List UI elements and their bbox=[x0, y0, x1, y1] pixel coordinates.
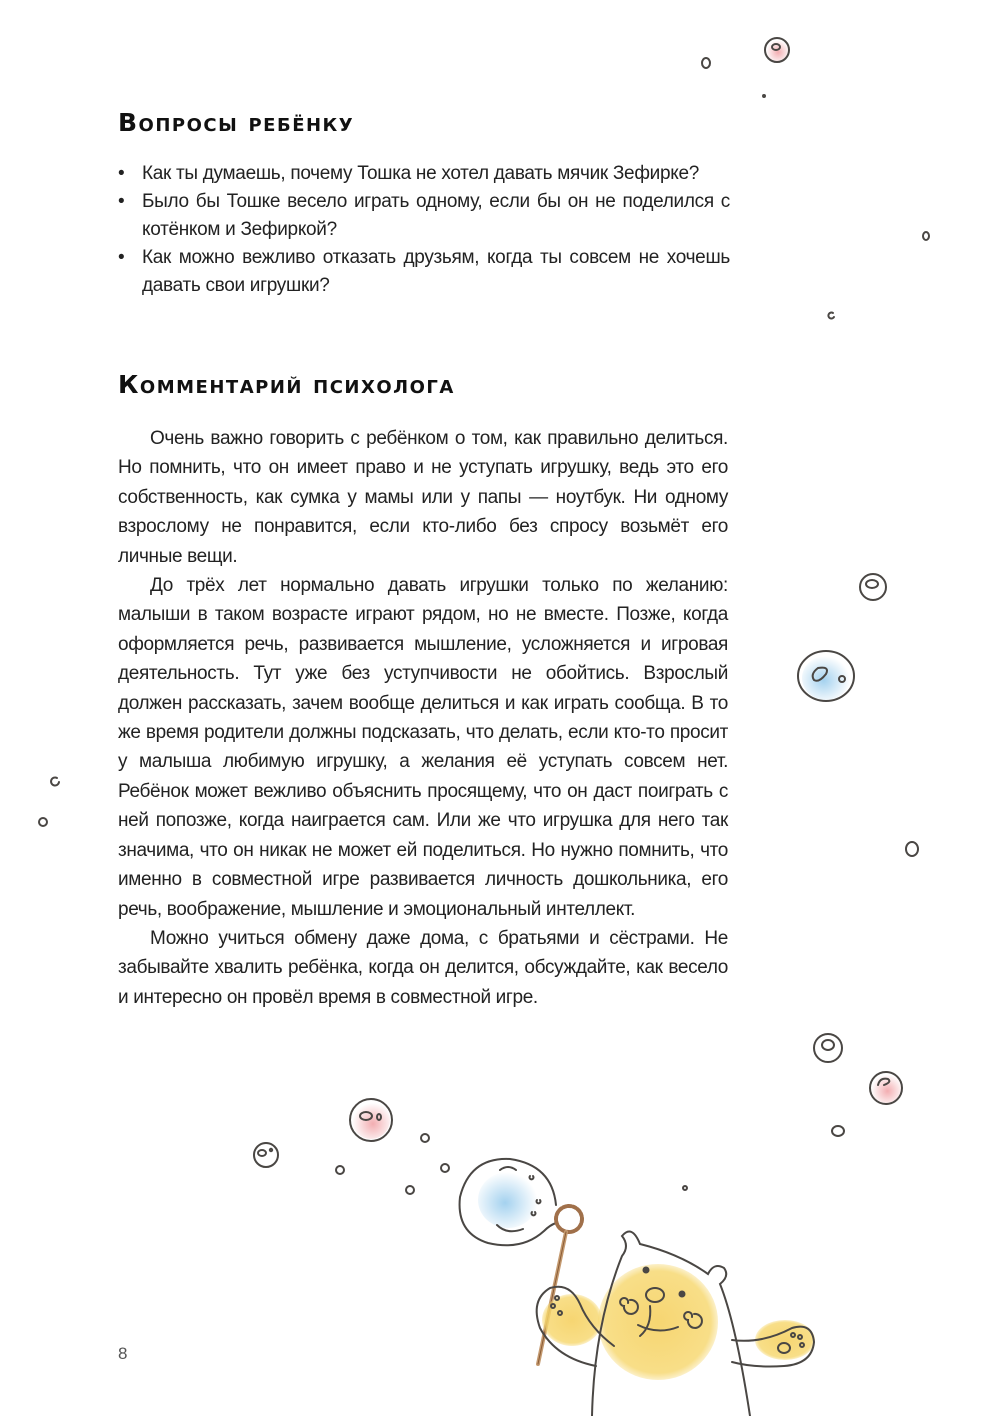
question-item: • Как можно вежливо отказать друзьям, когда ты совсем не хочешь давать свои игрушки? bbox=[118, 244, 730, 300]
pink-bubble-icon bbox=[350, 1099, 392, 1141]
big-blue-bubble-icon bbox=[460, 1159, 556, 1245]
bubble-icon bbox=[254, 1143, 278, 1167]
small-bubble-icon bbox=[923, 232, 929, 240]
pink-bubble-icon bbox=[870, 1072, 902, 1104]
small-bubble-icon bbox=[702, 58, 710, 68]
questions-heading: Вопросы ребёнку bbox=[118, 108, 355, 137]
comment-paragraph: Очень важно говорить с ребёнком о том, как правильно делиться. Но помнить, что он имеет право и не уступать игрушку, ведь это его собственность, как сумка у мамы или у папы — ноутбук. Ни одному взрослому не понравится, если кто-либо без спросу возьмёт его личные вещи. bbox=[118, 428, 728, 567]
psychologist-comment-body bbox=[118, 424, 728, 1012]
questions-list bbox=[118, 160, 730, 300]
small-bubble-icon bbox=[421, 1134, 429, 1142]
small-bubble-icon bbox=[39, 818, 47, 826]
tiny-dot-icon bbox=[683, 1186, 687, 1190]
small-bubble-icon bbox=[832, 1126, 844, 1136]
small-bubble-icon bbox=[441, 1164, 449, 1172]
small-bubble-icon bbox=[51, 777, 59, 785]
question-item: • Как ты думаешь, почему Тошка не хотел давать мячик Зефирке? bbox=[118, 160, 730, 188]
comment-paragraph: До трёх лет нормально давать игрушки только по желанию: малыши в таком возрасте играют рядом, но не вместе. Позже, когда оформляется речь, развивается мышление, усложняется и игровая деятельность. Тут уже без уступчивости не обойтись. Взрослый должен рассказать, зачем вообще делиться и как играть сообща. В то же время родители должны подсказать, что делать, если кто-то просит у малыша любимую игрушку, а желания её уступать совсем нет. Ребёнок может вежливо объяснить просящему, что он даст поиграть с ней попозже, когда наиграется сам. Или же что игрушка для него так значима, что он никак не может ей поделиться. Но нужно помнить, что именно в совместной игре развивается личность дошкольника, его речь, воображение, мышление и эмоциональный интеллект. bbox=[118, 575, 728, 920]
blue-bubble-icon bbox=[798, 651, 854, 701]
bear-icon bbox=[537, 1232, 815, 1416]
comment-paragraph: Можно учиться обмену даже дома, с братьями и сёстрами. Не забывайте хвалить ребёнка, когда он делится, обсуждайте, как весело и интересно он провёл время в совместной игре. bbox=[118, 927, 728, 1008]
bubble-wand-icon bbox=[538, 1206, 582, 1364]
pink-bubble-icon bbox=[765, 38, 789, 62]
small-bubble-icon bbox=[406, 1186, 414, 1194]
page-number: 8 bbox=[118, 1344, 128, 1363]
question-item: • Было бы Тошке весело играть одному, если бы он не поделился с котёнком и Зефиркой? bbox=[118, 188, 730, 244]
small-bubble-icon bbox=[906, 842, 918, 856]
bubble-icon bbox=[814, 1034, 842, 1062]
small-bubble-icon bbox=[336, 1166, 344, 1174]
psychologist-comment-heading: Комментарий психолога bbox=[118, 370, 455, 399]
bubble-icon bbox=[860, 574, 886, 600]
small-bubble-icon bbox=[828, 313, 834, 319]
tiny-dot-icon bbox=[763, 95, 765, 97]
